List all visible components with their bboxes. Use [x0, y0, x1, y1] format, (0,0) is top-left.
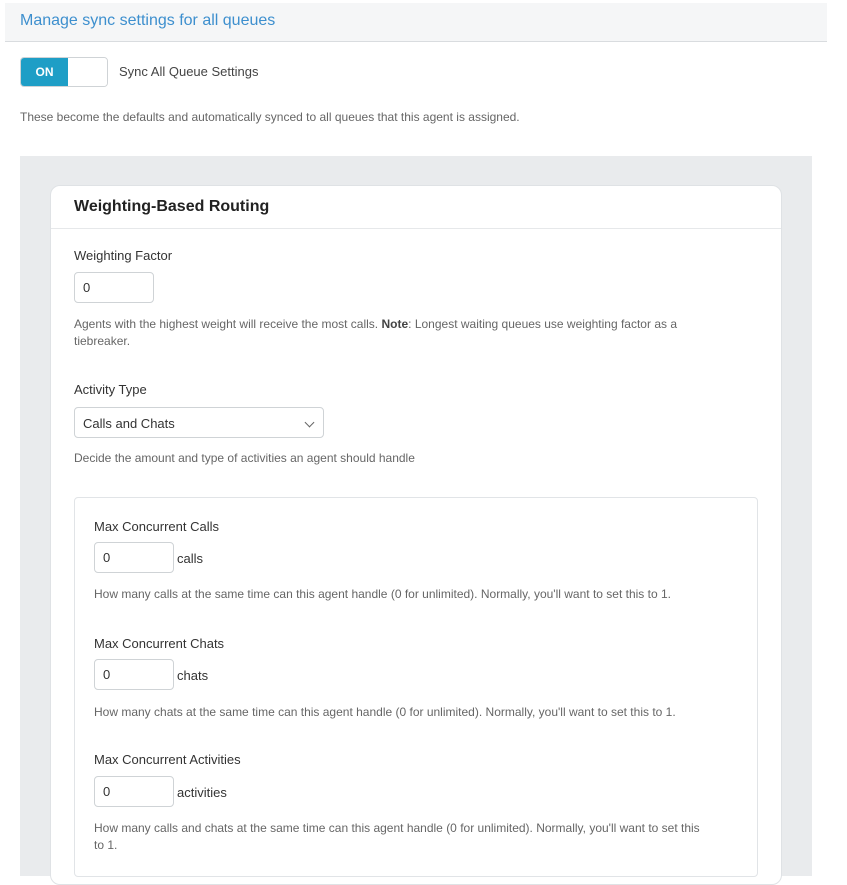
activity-type-help: Decide the amount and type of activities an agent should handle	[74, 451, 415, 465]
toggle-knob	[68, 58, 107, 86]
max-calls-input[interactable]	[94, 542, 174, 573]
weighting-help-suffix: : Longest waiting queues use weighting factor as a	[408, 317, 677, 331]
activity-type-selected: Calls and Chats	[83, 416, 175, 431]
weighting-help-line2: tiebreaker.	[74, 334, 131, 348]
max-calls-label: Max Concurrent Calls	[94, 519, 219, 534]
max-chats-label: Max Concurrent Chats	[94, 636, 225, 651]
chevron-down-icon	[305, 418, 315, 428]
max-activities-help-line1: How many calls and chats at the same time can this agent handle (0 for unlimited). Normally, you'll want to set this	[94, 821, 700, 835]
activity-type-select[interactable]	[74, 407, 324, 438]
weighting-help-prefix: Agents with the highest weight will receive the most calls.	[74, 317, 382, 331]
activity-type-label: Activity Type	[74, 382, 147, 397]
sync-toggle[interactable]	[20, 57, 108, 87]
max-chats-unit: chats	[177, 668, 209, 683]
sync-description: These become the defaults and automatically synced to all queues that this agent is assigned.	[20, 110, 520, 124]
max-calls-unit: calls	[177, 551, 204, 566]
routing-card-header	[51, 186, 781, 229]
max-activities-label: Max Concurrent Activities	[94, 752, 241, 767]
max-activities-help	[94, 820, 744, 854]
max-chats-help: How many chats at the same time can this agent handle (0 for unlimited). Normally, you'll want to set this to 1.	[94, 705, 676, 719]
weighting-factor-input[interactable]	[74, 272, 154, 303]
sync-toggle-label: Sync All Queue Settings	[119, 64, 259, 79]
max-chats-input[interactable]	[94, 659, 174, 690]
weighting-help-note: Note	[381, 317, 409, 331]
section-title: Manage sync settings for all queues	[20, 12, 276, 29]
toggle-on-label: ON	[21, 58, 68, 86]
section-header	[5, 3, 827, 42]
routing-card-title: Weighting-Based Routing	[74, 198, 270, 215]
max-calls-help: How many calls at the same time can this agent handle (0 for unlimited). Normally, you'll want to set this to 1.	[94, 587, 671, 601]
max-activities-input[interactable]	[94, 776, 174, 807]
max-activities-unit: activities	[177, 785, 227, 800]
max-activities-help-line2: to 1.	[94, 838, 118, 852]
weighting-factor-label: Weighting Factor	[74, 248, 173, 263]
weighting-factor-help	[74, 316, 754, 350]
